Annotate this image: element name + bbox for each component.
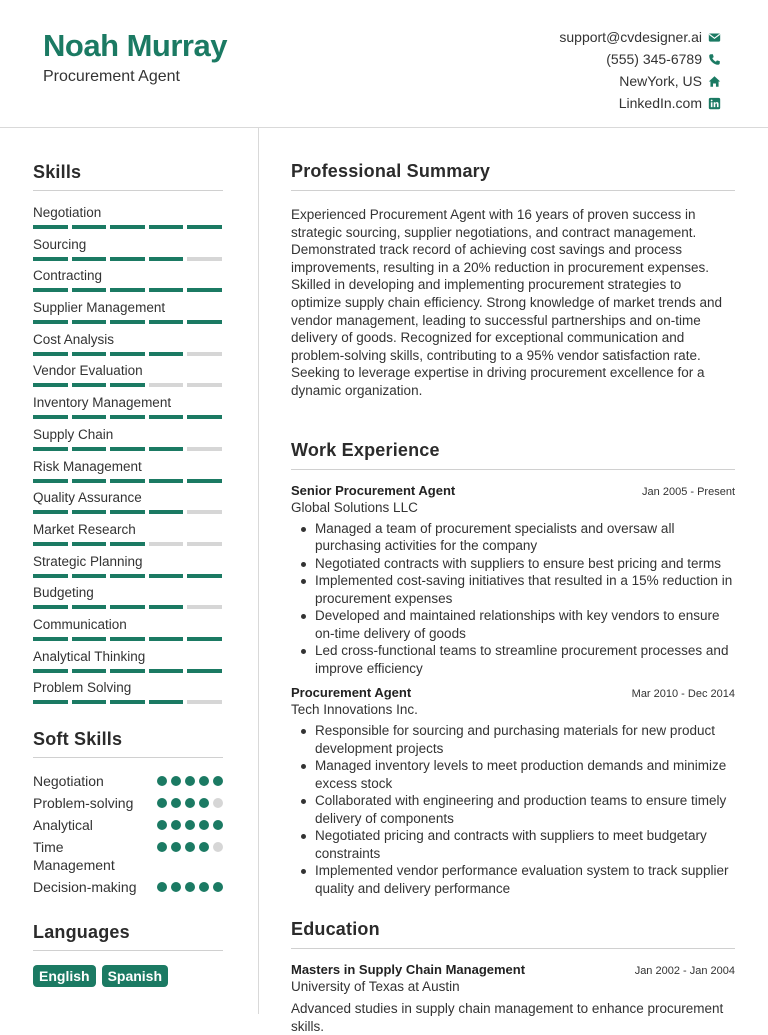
job-header	[291, 483, 735, 498]
skill-level-segment	[110, 225, 145, 229]
education-description: Advanced studies in supply chain management to enhance procurement skills.	[291, 1001, 724, 1034]
skill-label: Problem Solving	[33, 680, 132, 696]
skill-level-segment	[149, 320, 184, 324]
soft-skill-item	[33, 794, 223, 816]
skill-level-segment	[72, 700, 107, 704]
skill-level-segment	[149, 288, 184, 292]
skill-item	[33, 679, 223, 711]
skill-level-segment	[187, 352, 222, 356]
skill-level-segment	[187, 574, 222, 578]
soft-skill-label: Problem-solving	[33, 795, 134, 811]
skill-level-segment	[187, 447, 222, 451]
skill-level-segment	[110, 669, 145, 673]
soft-skills-title: Soft Skills	[33, 729, 223, 758]
skill-level-bar	[33, 510, 223, 514]
rating-dot	[157, 882, 167, 892]
skill-label: Market Research	[33, 521, 136, 537]
skill-level-bar	[33, 700, 223, 704]
skill-level-segment	[110, 479, 145, 483]
candidate-role: Procurement Agent	[43, 68, 180, 85]
skill-item	[33, 648, 223, 680]
skill-level-segment	[33, 352, 68, 356]
skill-label: Strategic Planning	[33, 553, 143, 569]
skill-label: Contracting	[33, 268, 103, 284]
skill-level-bar	[33, 574, 223, 578]
soft-skill-rating	[157, 772, 223, 786]
rating-dot	[213, 776, 223, 786]
rating-dot	[185, 776, 195, 786]
education-degree: Masters in Supply Chain Management	[291, 962, 526, 978]
rating-dot	[185, 820, 195, 830]
rating-dot	[185, 798, 195, 808]
skill-level-segment	[149, 542, 184, 546]
skill-level-bar	[33, 479, 223, 483]
skill-item	[33, 616, 223, 648]
job-bullets	[291, 722, 735, 897]
summary-title: Professional Summary	[291, 161, 735, 191]
contact-info	[559, 26, 721, 114]
skills-list	[33, 204, 223, 711]
soft-skill-rating	[157, 794, 223, 808]
contact-linkedin[interactable]	[559, 92, 721, 114]
rating-dot	[157, 820, 167, 830]
rating-dot	[199, 776, 209, 786]
skill-level-segment	[72, 479, 107, 483]
skill-label: Inventory Management	[33, 395, 172, 411]
skill-item	[33, 394, 223, 426]
work-experience-section	[291, 440, 735, 898]
skill-level-segment	[149, 383, 184, 387]
soft-skill-item	[33, 816, 223, 838]
skill-level-segment	[149, 574, 184, 578]
skill-item	[33, 553, 223, 585]
skill-level-segment	[72, 510, 107, 514]
rating-dot	[199, 882, 209, 892]
skill-level-segment	[149, 669, 184, 673]
education-title: Education	[291, 919, 735, 949]
soft-skill-item	[33, 878, 223, 900]
soft-skills-list	[33, 772, 223, 900]
education-date: Jan 2002 - Jan 2004	[634, 965, 735, 978]
skills-section	[33, 128, 223, 711]
contact-phone-text[interactable]: (555) 345-6789	[606, 51, 702, 67]
skill-level-segment	[187, 637, 222, 641]
skill-item	[33, 362, 223, 394]
skill-level-segment	[149, 700, 184, 704]
skill-level-segment	[33, 637, 68, 641]
skill-item	[33, 331, 223, 363]
skill-level-segment	[187, 605, 222, 609]
rating-dot	[157, 842, 167, 852]
job-bullet: Negotiated pricing and contracts with suppliers to meet budgetary constraints	[315, 827, 735, 862]
left-column	[33, 128, 223, 987]
skill-item	[33, 584, 223, 616]
skill-level-segment	[33, 479, 68, 483]
skill-level-segment	[33, 669, 68, 673]
job-bullet: Collaborated with engineering and production teams to ensure timely delivery of components	[315, 792, 735, 827]
skill-level-bar	[33, 542, 223, 546]
job-bullet: Managed inventory levels to meet production demands and minimize excess stock	[315, 757, 735, 792]
skill-label: Vendor Evaluation	[33, 363, 143, 379]
rating-dot	[171, 882, 181, 892]
skill-level-segment	[187, 257, 222, 261]
envelope-icon	[708, 31, 721, 44]
job-bullet: Implemented cost-saving initiatives that resulted in a 15% reduction in procurement expenses	[315, 572, 735, 607]
skill-label: Cost Analysis	[33, 331, 115, 347]
skill-level-segment	[110, 415, 145, 419]
skill-label: Negotiation	[33, 205, 102, 220]
education-section	[291, 919, 735, 1035]
job-entry	[291, 685, 735, 897]
skill-item	[33, 458, 223, 490]
work-experience-title: Work Experience	[291, 440, 735, 470]
skill-level-segment	[110, 383, 145, 387]
skills-title: Skills	[33, 162, 223, 191]
job-bullet: Managed a team of procurement specialists and oversaw all purchasing activities for the company	[315, 520, 735, 555]
job-title: Senior Procurement Agent	[291, 482, 456, 498]
contact-email[interactable]	[559, 26, 721, 48]
job-bullet: Implemented vendor performance evaluation system to track supplier quality and delivery performance	[315, 862, 735, 897]
skill-level-segment	[187, 479, 222, 483]
job-bullet: Responsible for sourcing and purchasing materials for new product development projects	[315, 722, 735, 757]
skill-level-segment	[110, 637, 145, 641]
skill-level-segment	[33, 288, 68, 292]
skill-level-segment	[72, 383, 107, 387]
rating-dot	[185, 842, 195, 852]
skill-level-segment	[72, 352, 107, 356]
skill-label: Quality Assurance	[33, 490, 142, 506]
job-company: Global Solutions LLC	[291, 499, 418, 515]
skill-level-segment	[149, 415, 184, 419]
skill-level-segment	[110, 605, 145, 609]
contact-location-text: NewYork, US	[619, 73, 702, 89]
skill-label: Supply Chain	[33, 426, 114, 442]
rating-dot	[213, 842, 223, 852]
skill-level-segment	[72, 669, 107, 673]
skill-level-segment	[110, 320, 145, 324]
skill-level-segment	[110, 510, 145, 514]
job-title: Procurement Agent	[291, 685, 412, 701]
skill-level-segment	[72, 225, 107, 229]
skill-level-segment	[72, 447, 107, 451]
skill-label: Risk Management	[33, 458, 142, 474]
language-pill: Spanish	[102, 965, 168, 987]
rating-dot	[199, 842, 209, 852]
rating-dot	[171, 776, 181, 786]
contact-phone[interactable]	[559, 48, 721, 70]
skill-level-segment	[33, 605, 68, 609]
resume-header	[0, 0, 768, 128]
skill-level-segment	[149, 605, 184, 609]
skill-label: Sourcing	[33, 236, 87, 252]
job-company: Tech Innovations Inc.	[291, 702, 418, 718]
soft-skill-rating	[157, 878, 223, 892]
skill-level-segment	[72, 542, 107, 546]
skill-level-segment	[33, 320, 68, 324]
linkedin-icon	[708, 97, 721, 110]
skill-level-bar	[33, 637, 223, 641]
rating-dot	[213, 820, 223, 830]
education-school: University of Texas at Austin	[291, 979, 460, 995]
language-pill: English	[33, 965, 96, 987]
job-date: Mar 2010 - Dec 2014	[631, 688, 735, 701]
skill-level-segment	[149, 352, 184, 356]
skill-level-segment	[33, 383, 68, 387]
skill-level-segment	[187, 510, 222, 514]
skill-item	[33, 299, 223, 331]
skill-label: Budgeting	[33, 585, 94, 601]
rating-dot	[171, 820, 181, 830]
job-bullets	[291, 520, 735, 678]
skill-level-segment	[110, 574, 145, 578]
job-entry	[291, 483, 735, 678]
skill-level-segment	[149, 479, 184, 483]
rating-dot	[157, 798, 167, 808]
skill-level-bar	[33, 605, 223, 609]
skill-level-bar	[33, 415, 223, 419]
skill-level-segment	[72, 320, 107, 324]
job-bullet: Negotiated contracts with suppliers to ensure best pricing and terms	[315, 555, 735, 573]
skill-level-bar	[33, 288, 223, 292]
jobs-list	[291, 483, 735, 898]
skill-item	[33, 236, 223, 268]
skill-label: Analytical Thinking	[33, 648, 146, 664]
summary-section	[291, 128, 735, 400]
soft-skill-label: Analytical	[33, 817, 93, 833]
skill-level-segment	[72, 257, 107, 261]
skill-item	[33, 521, 223, 553]
skill-level-segment	[33, 257, 68, 261]
skill-level-segment	[149, 225, 184, 229]
skill-level-bar	[33, 383, 223, 387]
right-column	[291, 128, 735, 1035]
skill-level-segment	[72, 415, 107, 419]
soft-skill-label: Time Management	[33, 839, 115, 873]
skill-level-segment	[110, 257, 145, 261]
contact-location	[559, 70, 721, 92]
skill-item	[33, 489, 223, 521]
skill-item	[33, 426, 223, 458]
job-bullet: Led cross-functional teams to streamline procurement processes and improve efficiency	[315, 642, 735, 677]
skill-level-segment	[187, 700, 222, 704]
soft-skill-rating	[157, 838, 223, 852]
candidate-name: Noah Murray	[43, 28, 227, 63]
skill-level-bar	[33, 447, 223, 451]
skill-item	[33, 267, 223, 299]
skill-level-segment	[110, 700, 145, 704]
skill-level-segment	[187, 542, 222, 546]
languages-section	[33, 922, 223, 987]
skill-label: Communication	[33, 616, 127, 632]
skill-level-segment	[33, 700, 68, 704]
skill-level-segment	[110, 352, 145, 356]
skill-level-segment	[110, 288, 145, 292]
rating-dot	[171, 842, 181, 852]
skill-level-segment	[149, 447, 184, 451]
phone-icon	[708, 53, 721, 66]
column-divider	[258, 128, 259, 1014]
languages-title: Languages	[33, 922, 223, 951]
skill-level-segment	[72, 605, 107, 609]
skill-level-segment	[33, 574, 68, 578]
skill-level-segment	[187, 320, 222, 324]
skill-level-segment	[33, 415, 68, 419]
skill-item	[33, 204, 223, 236]
skill-level-segment	[187, 415, 222, 419]
skill-level-bar	[33, 257, 223, 261]
skill-level-segment	[72, 288, 107, 292]
skill-label: Supplier Management	[33, 300, 166, 316]
soft-skill-item	[33, 838, 223, 878]
rating-dot	[199, 798, 209, 808]
rating-dot	[185, 882, 195, 892]
contact-email-text[interactable]: support@cvdesigner.ai	[559, 29, 702, 45]
contact-linkedin-text[interactable]: LinkedIn.com	[618, 95, 702, 111]
skill-level-bar	[33, 225, 223, 229]
soft-skill-label: Decision-making	[33, 879, 137, 895]
job-date: Jan 2005 - Present	[642, 485, 735, 498]
education-entry	[291, 962, 735, 1035]
skill-level-segment	[110, 447, 145, 451]
skill-level-bar	[33, 320, 223, 324]
skill-level-segment	[72, 574, 107, 578]
skill-level-segment	[187, 669, 222, 673]
skill-level-segment	[110, 542, 145, 546]
rating-dot	[157, 776, 167, 786]
soft-skill-label: Negotiation	[33, 773, 104, 789]
job-bullet: Developed and maintained relationships with key vendors to ensure on-time delivery of goods	[315, 607, 735, 642]
skill-level-segment	[187, 288, 222, 292]
job-header	[291, 685, 735, 700]
home-icon	[708, 75, 721, 88]
soft-skill-rating	[157, 816, 223, 830]
rating-dot	[213, 882, 223, 892]
rating-dot	[199, 820, 209, 830]
skill-level-segment	[149, 510, 184, 514]
skill-level-segment	[72, 637, 107, 641]
skill-level-segment	[33, 225, 68, 229]
rating-dot	[213, 798, 223, 808]
skill-level-segment	[33, 542, 68, 546]
skill-level-segment	[187, 225, 222, 229]
rating-dot	[171, 798, 181, 808]
languages-list	[33, 965, 223, 987]
soft-skills-section	[33, 729, 223, 900]
skill-level-segment	[33, 447, 68, 451]
skill-level-bar	[33, 352, 223, 356]
skill-level-segment	[33, 510, 68, 514]
skill-level-segment	[149, 637, 184, 641]
skill-level-segment	[149, 257, 184, 261]
summary-text: Experienced Procurement Agent with 16 years of proven success in strategic sourcing, supplier negotiations, and contract management. Demonstrated track record of achieving cost savings and process improvements, resulting in a 20% reduction in procurement expenses. Skilled in developing and implementing procurement strategies to optimize supply chain efficiency. Strong knowledge of market trends and vendor management, leading to successful partnerships and on-time delivery of goods. Recognized for exceptional communication and problem-solving skills, contributing to a 95% vendor satisfaction rate. Seeking to leverage expertise in driving procurement excellence for a dynamic organization.	[291, 207, 722, 398]
soft-skill-item	[33, 772, 223, 794]
skill-level-bar	[33, 669, 223, 673]
skill-level-segment	[187, 383, 222, 387]
